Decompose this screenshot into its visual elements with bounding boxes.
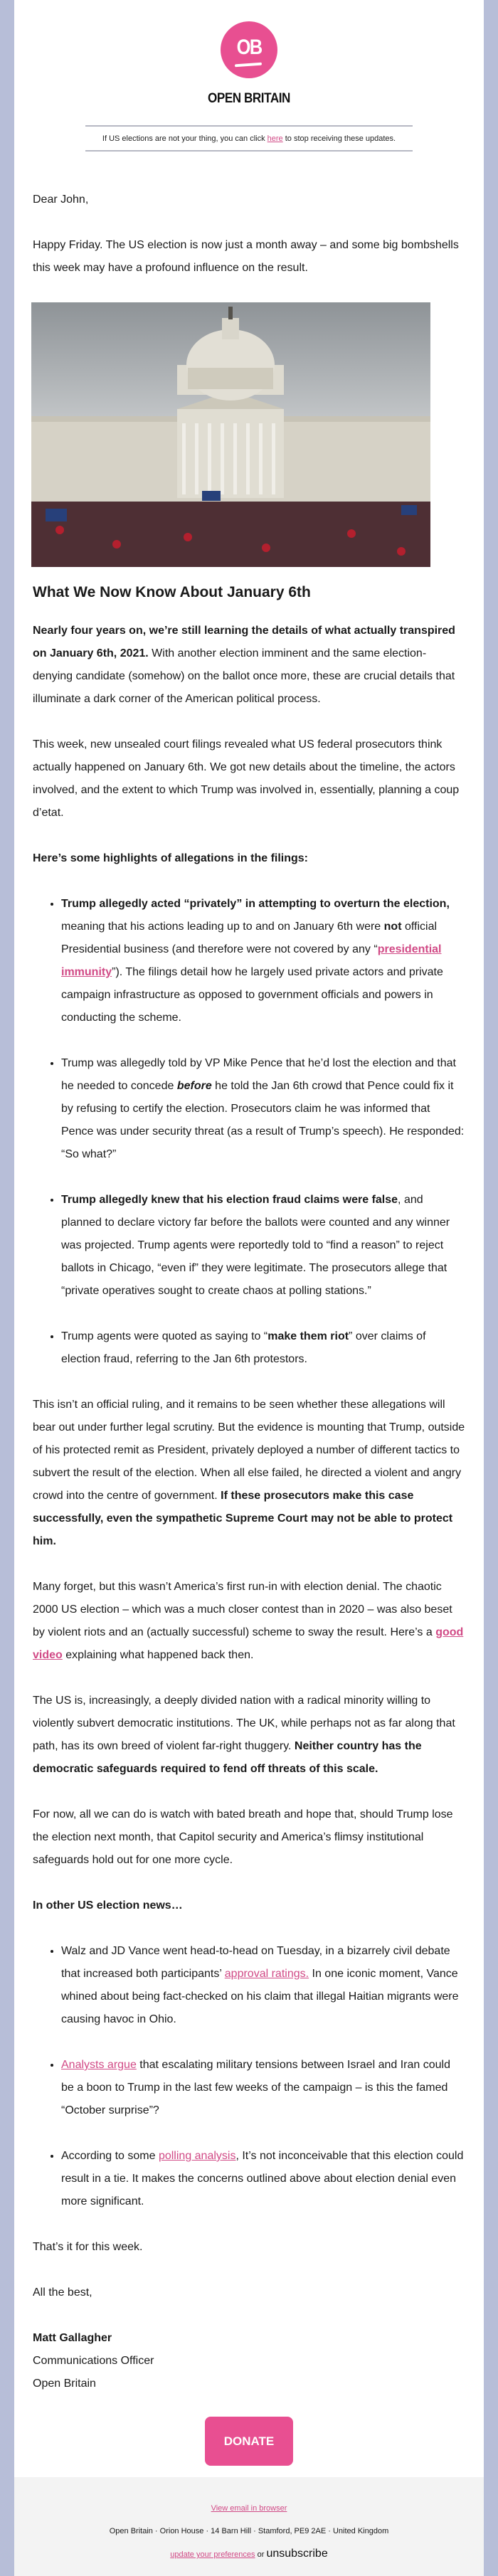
text-segment: Trump was allegedly told by VP Mike Pence that he’d lost the election and that he needed to concede bbox=[61, 1057, 456, 1092]
brand-name: OPEN BRITAIN bbox=[208, 91, 290, 106]
unsubscribe-link[interactable]: unsubscribe bbox=[266, 2548, 328, 2560]
email-body bbox=[14, 0, 484, 2576]
footer-address: Open Britain · Orion House · 14 Barn Hill · Stamford, PE9 2AE · United Kingdom bbox=[109, 2527, 389, 2535]
text-segment: meaning that his actions leading up to and on January 6th were bbox=[61, 921, 384, 933]
text-segment: official Presidential business (and therefore were not covered by any “ bbox=[61, 921, 438, 955]
list-item bbox=[61, 893, 465, 1029]
paragraph bbox=[33, 1894, 465, 1917]
list-item bbox=[61, 1325, 465, 1371]
list-item bbox=[61, 2054, 465, 2122]
notice-text-after: to stop receiving these updates. bbox=[282, 134, 396, 143]
email-content bbox=[14, 152, 484, 280]
inline-link[interactable]: polling analysis bbox=[158, 2150, 236, 2162]
article-heading: What We Now Know About January 6th bbox=[33, 584, 311, 600]
text-segment: he told the Jan 6th crowd that Pence could fix it by refusing to certify the election. Prosecutors claim he was informed that Pence was under security threat (as a result of Trump’s speech). He responded: “So what?” bbox=[61, 1080, 465, 1160]
list-item bbox=[61, 1940, 465, 2031]
paragraph bbox=[33, 1690, 465, 1781]
text-segment: With another election imminent and the same election-denying candidate (somehow) on the ballot once more, these are crucial details that illuminate a dark corner of the American political process. bbox=[33, 647, 455, 705]
text-segment: For now, all we can do is watch with bated breath and hope that, should Trump lose the election next month, that Capitol security and America’s flimsy institutional safeguards hold out for one more cycle. bbox=[33, 1808, 453, 1866]
inline-link[interactable]: Analysts argue bbox=[61, 2059, 137, 2071]
paragraph bbox=[33, 1576, 465, 1667]
paragraphs-main bbox=[33, 620, 465, 870]
text-segment: Trump allegedly knew that his election fraud claims were false bbox=[61, 1194, 398, 1206]
text-segment: before bbox=[176, 1080, 212, 1092]
update-preferences-link[interactable]: update your preferences bbox=[170, 2550, 255, 2559]
list-item bbox=[61, 2145, 465, 2213]
logo-swoosh bbox=[235, 63, 262, 68]
footer-or: or bbox=[255, 2550, 267, 2559]
text-segment: According to some bbox=[61, 2150, 159, 2162]
paragraph bbox=[33, 1394, 465, 1553]
email-footer bbox=[14, 2477, 484, 2576]
paragraph bbox=[33, 620, 465, 711]
inline-link[interactable]: good video bbox=[33, 1626, 464, 1661]
paragraph bbox=[33, 234, 465, 280]
text-segment: ”). The filings detail how he largely used private actors and private campaign infrastructure as opposed to government officials and powers in conducting the scheme. bbox=[61, 966, 443, 1024]
text-segment: ” over claims of election fraud, referring to the Jan 6th protestors. bbox=[61, 1330, 426, 1365]
text-segment: Trump allegedly acted “privately” in attempting to overturn the election, bbox=[61, 898, 450, 910]
greeting: Dear John, bbox=[33, 194, 89, 206]
inline-link[interactable]: approval ratings. bbox=[224, 1968, 309, 1980]
text-segment: make them riot bbox=[267, 1330, 349, 1342]
paragraph bbox=[33, 847, 465, 870]
signature-org: Open Britain bbox=[33, 2378, 96, 2390]
donate-section bbox=[14, 2395, 484, 2477]
open-britain-logo bbox=[221, 21, 277, 78]
allegations-list bbox=[33, 893, 465, 1371]
notice-here-link[interactable]: here bbox=[267, 134, 283, 143]
text-segment: Neither country has the democratic safeguards required to fend off threats of this scale. bbox=[33, 1740, 422, 1775]
paragraph bbox=[33, 1803, 465, 1872]
text-segment: , and planned to declare victory far before the ballots were counted and any winner was projected. Trump agents were reportedly told to “find a reason” to reject ballots in Chicago, “even if” they were legitimate. The prosecutors allege that “private operatives sought to create chaos at polling stations.” bbox=[61, 1194, 450, 1297]
text-segment: This week, new unsealed court filings revealed what US federal prosecutors think actually happened on January 6th. We got new details about the timeline, the actors involved, and the extent to which Trump was involved in, essentially, planning a coup d’etat. bbox=[33, 738, 460, 819]
donate-button[interactable]: DONATE bbox=[205, 2417, 293, 2466]
text-segment: , It’s not inconceivable that this election could result in a tie. It makes the concerns outlined above about election denial even more significant. bbox=[61, 2150, 464, 2207]
text-segment: If these prosecutors make this case successfully, even the sympathetic Supreme Court may not be able to protect him. bbox=[33, 1490, 453, 1547]
article bbox=[14, 581, 484, 2395]
paragraph bbox=[33, 733, 465, 825]
text-segment: Here’s some highlights of allegations in the filings: bbox=[33, 852, 309, 864]
text-segment: In one iconic moment, Vance whined about being fact-checked on his claim that illegal Haitian migrants were causing havoc in Ohio. bbox=[61, 1968, 459, 2025]
text-segment: not bbox=[383, 921, 402, 933]
paragraphs-intro bbox=[33, 234, 465, 280]
list-item bbox=[61, 1189, 465, 1303]
text-segment: explaining what happened back then. bbox=[62, 1649, 254, 1661]
text-segment: Trump agents were quoted as saying to “ bbox=[61, 1330, 268, 1342]
notice-text-before: If US elections are not your thing, you can click bbox=[102, 134, 267, 143]
text-segment: In other US election news… bbox=[33, 1899, 183, 1912]
text-segment: This isn’t an official ruling, and it remains to be seen whether these allegations will bear out under further legal scrutiny. But the evidence is mounting that Trump, outside of his protected remit as President, privately deployed a number of different tactics to subvert the result of the election. When all else failed, he directed a violent and angry crowd into the centre of government. bbox=[33, 1399, 465, 1502]
capitol-hero-image bbox=[31, 302, 430, 567]
email-header bbox=[14, 0, 484, 152]
signature-name: Matt Gallagher bbox=[33, 2332, 112, 2344]
unsubscribe-notice bbox=[85, 125, 413, 152]
other-news-list bbox=[33, 1940, 465, 2213]
sign-off: All the best, bbox=[33, 2286, 92, 2299]
signature bbox=[33, 2327, 465, 2395]
logo-mark: OB bbox=[236, 36, 262, 59]
text-segment: The US is, increasingly, a deeply divided nation with a radical minority willing to violently subvert democratic institutions. The UK, while perhaps not as far along that path, has its own breed of violent far-right thuggery. bbox=[33, 1695, 455, 1752]
inline-link[interactable]: presidential immunity bbox=[61, 943, 442, 978]
text-segment: Walz and JD Vance went head-to-head on Tuesday, in a bizarrely civil debate that increased both participants’ bbox=[61, 1945, 450, 1980]
text-segment: that escalating military tensions between Israel and Iran could be a boon to Trump in the last few weeks of the campaign – is this the famed “October surprise”? bbox=[61, 2059, 450, 2116]
paragraphs-after bbox=[33, 1394, 465, 1917]
text-segment: Happy Friday. The US election is now just a month away – and some big bombshells this week may have a profound influence on the result. bbox=[33, 239, 459, 274]
text-segment: Nearly four years on, we’re still learning the details of what actually transpired on January 6th, 2021. bbox=[33, 625, 455, 659]
view-in-browser-link[interactable]: View email in browser bbox=[211, 2504, 287, 2513]
text-segment: Many forget, but this wasn’t America’s first run-in with election denial. The chaotic 2000 US election – which was a much closer contest than in 2020 – was also beset by violent riots and an (actually successful) scheme to sway the result. Here’s a bbox=[33, 1581, 452, 1638]
list-item bbox=[61, 1052, 465, 1166]
closing-line: That’s it for this week. bbox=[33, 2241, 143, 2253]
signature-title: Communications Officer bbox=[33, 2355, 154, 2367]
